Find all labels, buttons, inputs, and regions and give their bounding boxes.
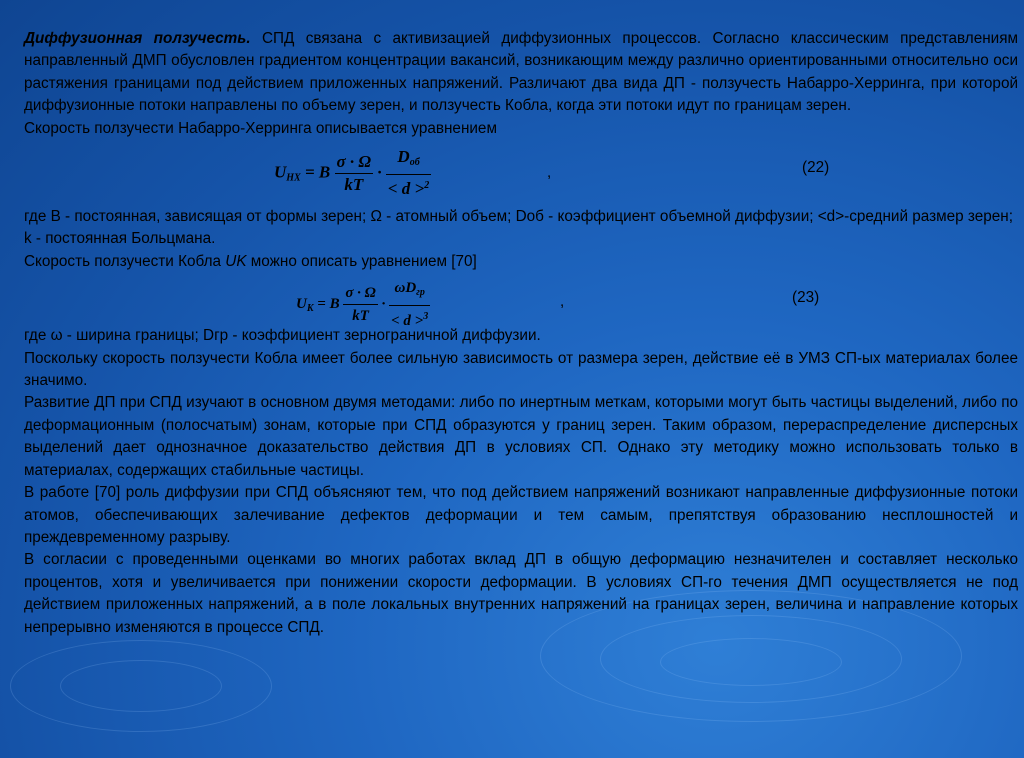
where-paragraph-2: где ω - ширина границы; Dгр - коэффициент зернограничной диффузии. bbox=[24, 327, 541, 345]
equation-22-fraction-1: $\frac{\sigma \cdot \Omega}{kT}$ bbox=[336, 151, 372, 194]
nabarro-herring-intro: Скорость ползучести Набарро-Херринга описывается уравнением bbox=[24, 119, 497, 137]
equation-23-number: (23) bbox=[792, 289, 820, 307]
equation-22 bbox=[24, 140, 1018, 206]
paragraph-1: Поскольку скорость ползучести Кобла имеет более сильную зависимость от размера зерен, действие её в УМЗ СП-ых материалах более значимо. bbox=[24, 349, 1018, 390]
slide-content bbox=[24, 28, 1018, 639]
equation-23 bbox=[24, 273, 1018, 329]
paragraph-2: Развитие ДП при СПД изучают в основном двумя методами: либо по инертным меткам, которыми могут быть частицы выделений, либо по деформационным (полосчатым) зонам, которые при СПД образуются у границ зерен. Таким образом, перераспределение дисперсных выделений дает однозначное доказательство действия ДП в условиях СП. Однако эту методику можно использовать только в материалах, содержащих стабильные частицы. bbox=[24, 394, 1018, 479]
paragraph-3: В работе [70] роль диффузии при СПД объясняют тем, что под действием напряжений возникают направленные диффузионные потоки атомов, обеспечивающих залечивание дефектов деформации и тем самым, препятствуя образованию несплошностей и преждевременному разрыву. bbox=[24, 484, 1018, 546]
coble-symbol: UK bbox=[225, 252, 247, 270]
equation-22-fraction-2: $\frac{D_{об}}{< d >^2}$ bbox=[387, 147, 430, 199]
equation-23-fraction-2: $\frac{\omega D_{гр}}{< d >^3}$ bbox=[389, 277, 430, 332]
section-heading: Диффузионная ползучесть. bbox=[24, 30, 251, 47]
equation-23-comma: , bbox=[560, 293, 565, 311]
intro-paragraph bbox=[24, 28, 1018, 118]
equation-22-comma: , bbox=[547, 164, 552, 182]
background-ripple bbox=[60, 660, 222, 712]
intro-text: СПД связана с активизацией диффузионных процессов. Согласно классическим представлениям направленный ДМП обусловлен градиентом концентрации вакансий, возникающим между различно ориентированными относительно оси растяжения границами под действием приложенных напряжений. Различают два вида ДП - ползучесть Набарро-Херринга, при которой диффузионные потоки направлены по объему зерен, и ползучесть Кобла, когда эти потоки идут по границам зерен. bbox=[24, 30, 1019, 115]
coble-intro: Скорость ползучести Кобла UK можно описать уравнением [70] bbox=[24, 252, 477, 270]
equation-22-number: (22) bbox=[802, 159, 830, 177]
equation-22-expression: $U_{HX} = B$ $\frac{\sigma \cdot \Omega}{kT}$ · $\frac{D_{об}}{< d >^2}$ bbox=[274, 146, 431, 201]
background-ripple bbox=[660, 638, 842, 686]
equation-23-expression: $U_K = B$ $\frac{\sigma \cdot \Omega}{kT}$ · $\frac{\omega D_{гр}}{< d >^3}$ bbox=[296, 277, 430, 332]
paragraph-4: В согласии с проведенными оценками во многих работах вклад ДП в общую деформацию незначителен и составляет несколько процентов, хотя и увеличивается при понижении скорости деформации. В условиях СП-го течения ДМП осуществляется не под действием приложенных напряжений, а в поле локальных внутренних напряжений на границах зерен, величина и направление которых непрерывно изменяются в процессе СПД. bbox=[24, 551, 1018, 636]
equation-23-fraction-1: $\frac{\sigma \cdot \Omega}{kT}$ bbox=[343, 282, 378, 328]
where-paragraph-1: где B - постоянная, зависящая от формы зерен; Ω - атомный объем; Dоб - коэффициент объемной диффузии; <d>-средний размер зерен; k - постоянная Больцмана. bbox=[24, 208, 1013, 248]
